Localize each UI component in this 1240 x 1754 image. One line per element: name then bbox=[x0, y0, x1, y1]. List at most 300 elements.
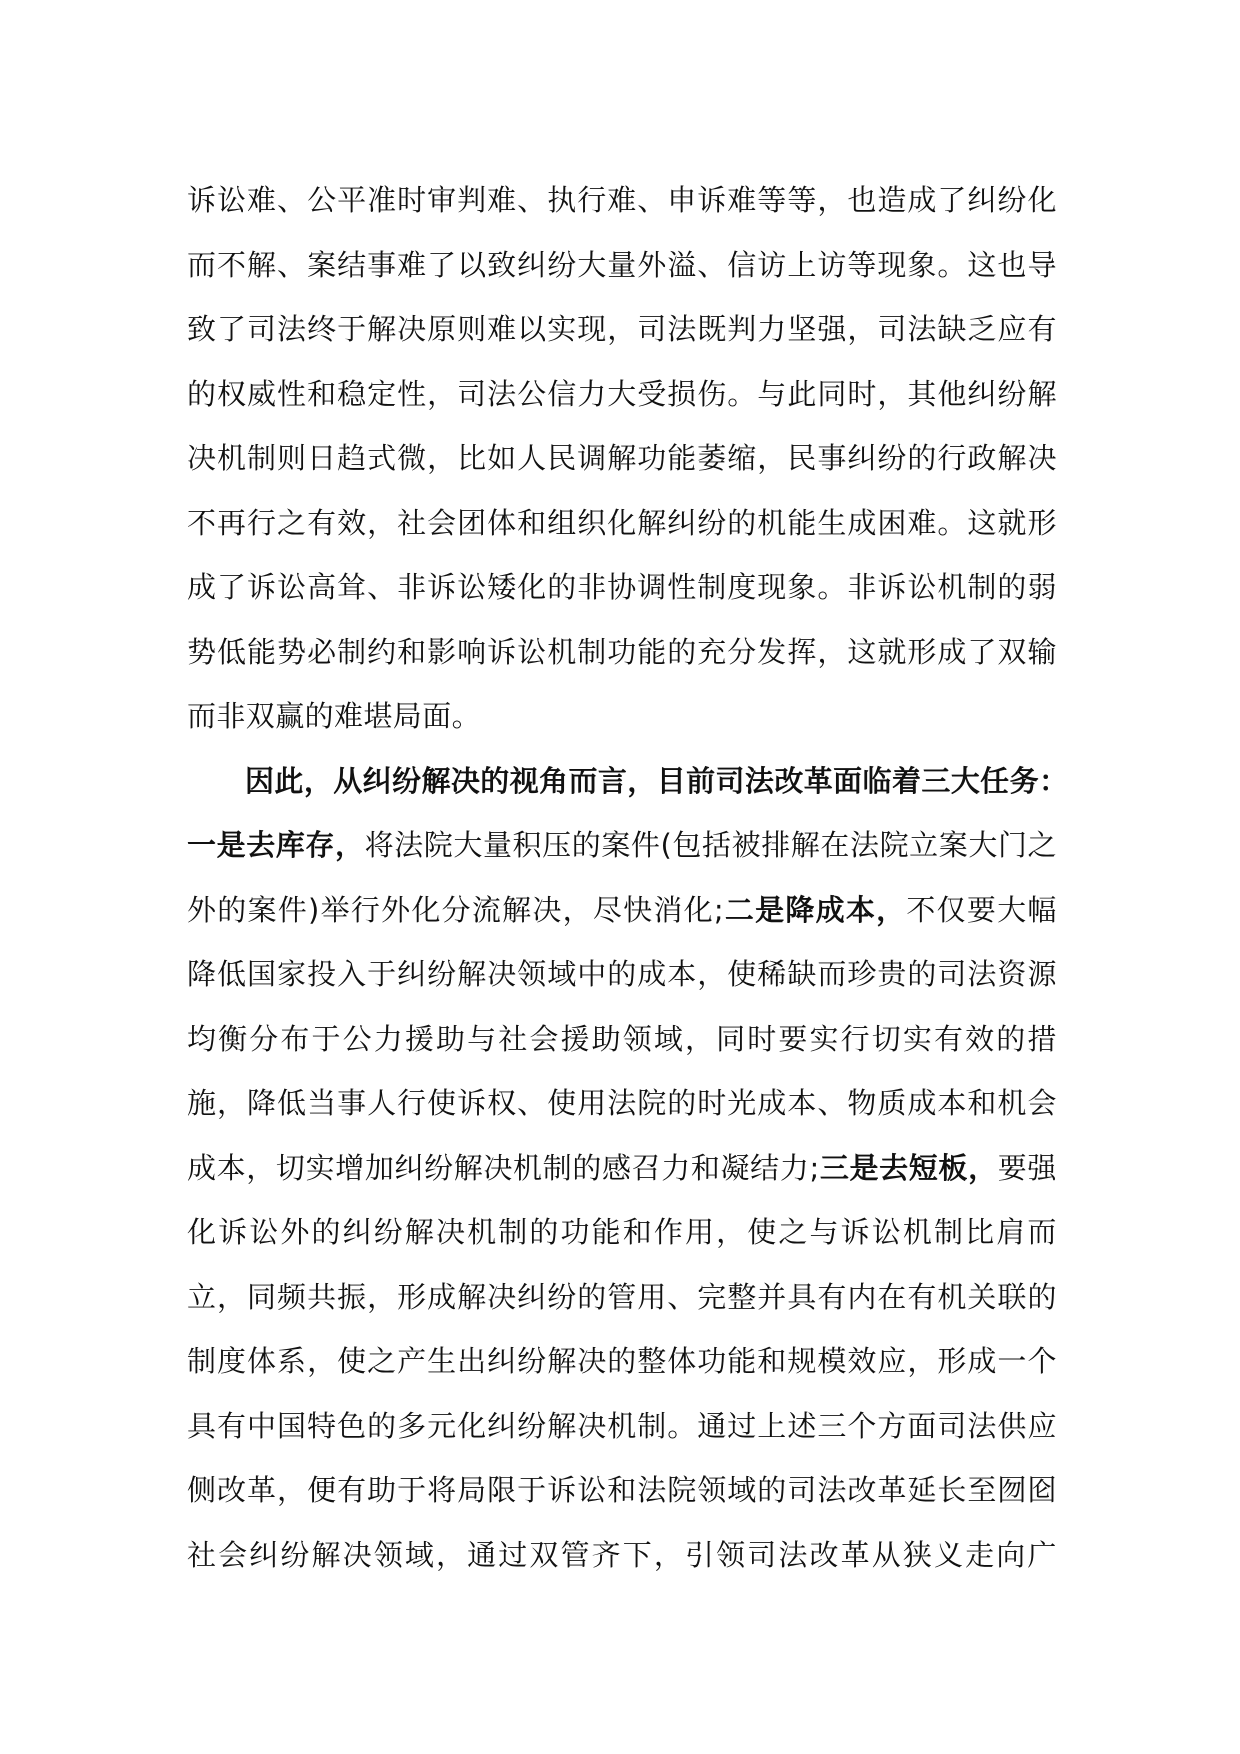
char: 纠 bbox=[517, 247, 547, 282]
char: 法 bbox=[817, 1473, 847, 1507]
char: 等 bbox=[847, 247, 877, 282]
char: 准 bbox=[367, 183, 397, 217]
char: 解 bbox=[404, 1215, 435, 1249]
char: 法 bbox=[637, 1473, 667, 1507]
char: 案 bbox=[247, 892, 277, 927]
char: 解 bbox=[607, 441, 637, 475]
char: 输 bbox=[1027, 634, 1057, 669]
char: 通 bbox=[697, 1408, 727, 1443]
char: 组 bbox=[547, 505, 577, 540]
char: 损 bbox=[667, 376, 697, 411]
char: 大 bbox=[577, 247, 607, 282]
char: 通 bbox=[467, 1537, 497, 1572]
char: 使 bbox=[427, 1086, 457, 1120]
char: 此 bbox=[787, 376, 817, 411]
char: 象 bbox=[787, 570, 817, 604]
bold-char: 决 bbox=[450, 763, 481, 798]
char: ) bbox=[308, 892, 320, 927]
char: 方 bbox=[877, 1408, 907, 1443]
char: 而 bbox=[817, 957, 847, 991]
char: 成 bbox=[187, 1150, 217, 1185]
char: 限 bbox=[487, 1473, 517, 1507]
char: 能 bbox=[787, 505, 817, 540]
char: 革 bbox=[247, 1473, 277, 1507]
char: 出 bbox=[457, 1344, 487, 1378]
char: 件 bbox=[277, 892, 308, 927]
char: 改 bbox=[847, 1473, 877, 1507]
char: 机 bbox=[937, 1279, 967, 1314]
char: 耸 bbox=[337, 570, 367, 604]
text-segment: 而非双赢的难堪局面。 bbox=[187, 699, 482, 733]
char: 挥 bbox=[787, 634, 817, 669]
char: 分 bbox=[727, 634, 757, 669]
char: 法 bbox=[667, 312, 697, 346]
char: 机 bbox=[997, 1086, 1027, 1120]
char: 形 bbox=[397, 1279, 427, 1314]
char: 、 bbox=[817, 1086, 847, 1120]
char: 解 bbox=[790, 828, 821, 862]
char: 实 bbox=[902, 1021, 933, 1056]
char: 体 bbox=[247, 1344, 277, 1378]
char: 解 bbox=[457, 1279, 487, 1314]
char: 解 bbox=[453, 1150, 484, 1185]
char: 解 bbox=[311, 1537, 341, 1572]
char: 诉 bbox=[427, 570, 457, 604]
char: ， bbox=[757, 441, 787, 475]
char: 援 bbox=[560, 1021, 590, 1056]
bold-char: ， bbox=[876, 892, 906, 927]
char: 关 bbox=[967, 1279, 997, 1314]
char: 。 bbox=[937, 505, 967, 540]
char: 、 bbox=[517, 183, 547, 217]
char: 狭 bbox=[902, 1537, 933, 1572]
char: 纠 bbox=[342, 1215, 373, 1249]
char: 家 bbox=[277, 957, 307, 991]
text-line bbox=[187, 942, 1057, 1007]
char: 难 bbox=[397, 247, 427, 282]
char: 使 bbox=[547, 1086, 577, 1120]
char: 囵 bbox=[1027, 1473, 1057, 1507]
char: 纷 bbox=[373, 1215, 404, 1249]
char: 制 bbox=[934, 1215, 964, 1249]
char: 机 bbox=[217, 441, 247, 475]
char: 施 bbox=[187, 1086, 217, 1120]
char: 特 bbox=[307, 1408, 337, 1443]
char: 化 bbox=[1027, 183, 1057, 217]
char: 纷 bbox=[427, 957, 457, 991]
bold-char: 二 bbox=[724, 892, 755, 927]
bold-char: 是 bbox=[216, 828, 246, 862]
char: 和 bbox=[517, 505, 547, 540]
char: 化 bbox=[457, 1408, 487, 1443]
char: 分 bbox=[249, 1021, 279, 1056]
char: 域 bbox=[653, 1021, 684, 1056]
char: 供 bbox=[997, 1408, 1027, 1443]
char: 本 bbox=[216, 1150, 247, 1185]
char: 增 bbox=[335, 1150, 365, 1185]
text-line bbox=[187, 1200, 1057, 1265]
char: 强 bbox=[1027, 1150, 1057, 1185]
char: 双 bbox=[997, 634, 1027, 669]
bold-char: 的 bbox=[480, 763, 510, 798]
char: 制 bbox=[337, 634, 367, 669]
char: 本 bbox=[667, 957, 697, 991]
char: 之 bbox=[277, 505, 307, 540]
text-line bbox=[187, 1523, 1057, 1588]
char: 的 bbox=[907, 957, 937, 991]
char: 括 bbox=[702, 828, 732, 862]
char: 信 bbox=[727, 247, 757, 282]
char: 纷 bbox=[517, 1408, 547, 1443]
char: 纷 bbox=[697, 505, 727, 540]
char: 民 bbox=[787, 441, 817, 475]
text-line bbox=[187, 233, 1057, 298]
char: 能 bbox=[667, 441, 697, 475]
char: 伤 bbox=[697, 376, 727, 411]
char: 措 bbox=[1027, 1021, 1057, 1056]
char: 召 bbox=[631, 1150, 662, 1185]
char: 制 bbox=[247, 441, 277, 475]
bold-char: 本 bbox=[845, 892, 876, 927]
char: 国 bbox=[247, 957, 277, 991]
char: ， bbox=[877, 376, 907, 411]
char: 诉 bbox=[457, 1086, 487, 1120]
char: 稳 bbox=[337, 376, 367, 411]
char: 延 bbox=[907, 1473, 937, 1507]
char: 了 bbox=[967, 634, 997, 669]
char: 现 bbox=[757, 570, 787, 604]
char: 凝 bbox=[720, 1150, 750, 1185]
char: 囫 bbox=[997, 1473, 1027, 1507]
char: 本 bbox=[937, 1086, 967, 1120]
text-line bbox=[187, 491, 1057, 556]
char: 件 bbox=[630, 828, 661, 862]
char: 决 bbox=[483, 1150, 513, 1185]
char: 制 bbox=[577, 634, 607, 669]
char: 使 bbox=[747, 1215, 777, 1249]
char: 行 bbox=[937, 441, 967, 475]
char: 布 bbox=[280, 1021, 310, 1056]
char: 有 bbox=[307, 505, 337, 540]
char: 量 bbox=[482, 828, 513, 862]
char: 威 bbox=[247, 376, 277, 411]
char: 纠 bbox=[249, 1537, 279, 1572]
char: 低 bbox=[217, 957, 247, 991]
char: 之 bbox=[778, 1215, 808, 1249]
char: 平 bbox=[337, 183, 367, 217]
char: 诉 bbox=[187, 183, 217, 217]
char: 不 bbox=[187, 505, 217, 540]
char: 、 bbox=[277, 247, 307, 282]
char: 必 bbox=[307, 634, 337, 669]
char: 源 bbox=[1027, 957, 1057, 991]
char: 大 bbox=[453, 828, 483, 862]
char: 信 bbox=[547, 376, 577, 411]
char: 院 bbox=[637, 1086, 667, 1120]
char: 高 bbox=[307, 570, 337, 604]
char: 管 bbox=[607, 1279, 637, 1314]
char: 事 bbox=[337, 1086, 367, 1120]
char: 大 bbox=[607, 376, 637, 411]
char: 门 bbox=[997, 828, 1028, 862]
char: 于 bbox=[311, 1021, 341, 1056]
char: 势 bbox=[277, 634, 307, 669]
char: 力 bbox=[661, 1150, 691, 1185]
char: ， bbox=[217, 1279, 247, 1314]
char: 和 bbox=[397, 634, 427, 669]
char: 之 bbox=[367, 1344, 397, 1378]
char: 低 bbox=[217, 634, 247, 669]
char: 充 bbox=[697, 634, 727, 669]
char: ， bbox=[562, 892, 592, 927]
char: 以 bbox=[517, 312, 547, 346]
char: 讼 bbox=[457, 570, 487, 604]
char: 诉 bbox=[697, 183, 727, 217]
char: 外 bbox=[637, 247, 667, 282]
char: 人 bbox=[367, 1086, 397, 1120]
char: 成 bbox=[757, 1086, 787, 1120]
char: 等 bbox=[787, 183, 817, 217]
char: 解 bbox=[547, 1408, 577, 1443]
char: 公 bbox=[307, 183, 337, 217]
char: 降 bbox=[187, 957, 217, 991]
char: 仅 bbox=[936, 892, 966, 927]
char: 在 bbox=[820, 828, 850, 862]
char: 解 bbox=[502, 892, 532, 927]
char: 就 bbox=[997, 505, 1027, 540]
bold-char: 库 bbox=[275, 828, 306, 862]
char: 决 bbox=[187, 441, 217, 475]
char: 被 bbox=[731, 828, 761, 862]
char: 管 bbox=[560, 1537, 590, 1572]
char: 溢 bbox=[667, 247, 697, 282]
char: 外 bbox=[187, 892, 217, 927]
char: 力 bbox=[757, 312, 787, 346]
char: 讼 bbox=[217, 183, 247, 217]
char: 、 bbox=[517, 1086, 547, 1120]
char: 改 bbox=[809, 1537, 839, 1572]
char: ， bbox=[685, 1021, 715, 1056]
char: 过 bbox=[727, 1408, 757, 1443]
char: 上 bbox=[757, 1408, 787, 1443]
char: 式 bbox=[367, 441, 397, 475]
char: 难 bbox=[247, 183, 277, 217]
text-line bbox=[187, 1329, 1057, 1394]
char: 双 bbox=[529, 1537, 559, 1572]
bold-char: 法 bbox=[744, 763, 775, 798]
char: 解 bbox=[367, 312, 397, 346]
char: ， bbox=[217, 1086, 247, 1120]
char: 产 bbox=[397, 1344, 427, 1378]
bold-char: 务 bbox=[1009, 763, 1039, 798]
text-line bbox=[187, 813, 1057, 878]
char: 应 bbox=[877, 1344, 907, 1378]
char: 本 bbox=[787, 1086, 817, 1120]
bold-char: ， bbox=[627, 763, 657, 798]
char: 法 bbox=[907, 312, 937, 346]
text-line bbox=[187, 1007, 1057, 1072]
char: 大 bbox=[997, 892, 1027, 927]
char: 弱 bbox=[1027, 570, 1057, 604]
char: 过 bbox=[498, 1537, 528, 1572]
bold-char: 改 bbox=[774, 763, 804, 798]
char: ， bbox=[436, 1537, 466, 1572]
char: 这 bbox=[967, 247, 997, 282]
char: 申 bbox=[667, 183, 697, 217]
char: 也 bbox=[997, 247, 1027, 282]
char: 会 bbox=[1027, 1086, 1057, 1120]
char: 上 bbox=[787, 247, 817, 282]
char: 法 bbox=[778, 1537, 808, 1572]
char: 司 bbox=[937, 957, 967, 991]
char: 并 bbox=[757, 1279, 787, 1314]
char: 制 bbox=[697, 570, 727, 604]
char: 。 bbox=[667, 1408, 697, 1443]
char: 。 bbox=[727, 376, 757, 411]
char: 机 bbox=[937, 570, 967, 604]
char: 缩 bbox=[727, 441, 757, 475]
char: 诉 bbox=[487, 634, 517, 669]
char: 的 bbox=[572, 1150, 602, 1185]
char: 应 bbox=[1027, 1408, 1057, 1443]
char: 、 bbox=[697, 247, 727, 282]
char: 功 bbox=[637, 441, 667, 475]
char: 规 bbox=[787, 1344, 817, 1378]
char: 坚 bbox=[787, 312, 817, 346]
char: 他 bbox=[937, 376, 967, 411]
char: 法 bbox=[607, 1086, 637, 1120]
char: 成 bbox=[847, 505, 877, 540]
char: 纠 bbox=[967, 376, 997, 411]
char: ， bbox=[246, 1150, 276, 1185]
char: 整 bbox=[637, 1344, 667, 1378]
char: 立 bbox=[187, 1279, 217, 1314]
bold-char: 革 bbox=[803, 763, 834, 798]
char: 难 bbox=[487, 183, 517, 217]
char: 领 bbox=[517, 957, 547, 991]
char: 、 bbox=[637, 183, 667, 217]
char: 面 bbox=[907, 1408, 937, 1443]
char: 体 bbox=[487, 505, 517, 540]
bold-char: 板 bbox=[938, 1150, 968, 1185]
char: 积 bbox=[512, 828, 542, 862]
bold-char: 言 bbox=[597, 763, 628, 798]
char: 能 bbox=[637, 634, 667, 669]
bold-char: 从 bbox=[333, 763, 363, 798]
char: 化 bbox=[187, 1215, 217, 1249]
char: 制 bbox=[187, 1344, 217, 1378]
char: 的 bbox=[529, 1215, 559, 1249]
char: 日 bbox=[307, 441, 337, 475]
char: 和 bbox=[757, 1344, 787, 1378]
char: 其 bbox=[907, 376, 937, 411]
char: 的 bbox=[571, 828, 602, 862]
char: 引 bbox=[685, 1537, 715, 1572]
char: 齐 bbox=[591, 1537, 622, 1572]
char: ， bbox=[697, 957, 727, 991]
char: 权 bbox=[217, 376, 247, 411]
char: 诉 bbox=[877, 570, 907, 604]
char: 效 bbox=[847, 1344, 877, 1378]
char: 的 bbox=[607, 957, 637, 991]
char: 化 bbox=[517, 570, 547, 604]
char: 这 bbox=[847, 634, 877, 669]
char: 时 bbox=[747, 1021, 777, 1056]
char: 讼 bbox=[517, 634, 547, 669]
char: 、 bbox=[667, 1279, 697, 1314]
char: 外 bbox=[381, 892, 411, 927]
char: 消 bbox=[653, 892, 683, 927]
char: 导 bbox=[1027, 247, 1057, 282]
char: 决 bbox=[436, 1215, 466, 1249]
char: 案 bbox=[307, 247, 337, 282]
char: 领 bbox=[716, 1537, 746, 1572]
char: 织 bbox=[577, 505, 607, 540]
char: 将 bbox=[427, 1473, 457, 1507]
char: ， bbox=[847, 312, 877, 346]
char: 衡 bbox=[218, 1021, 248, 1056]
char: 用 bbox=[637, 1279, 667, 1314]
char: 缺 bbox=[787, 957, 817, 991]
char: 纷 bbox=[997, 183, 1027, 217]
char: 法 bbox=[967, 957, 997, 991]
text-line bbox=[187, 749, 1069, 814]
char: 资 bbox=[997, 957, 1027, 991]
char: 制 bbox=[542, 1150, 573, 1185]
char: 实 bbox=[547, 312, 577, 346]
char: 讼 bbox=[249, 1215, 279, 1249]
char: 会 bbox=[218, 1537, 248, 1572]
char: 公 bbox=[342, 1021, 373, 1056]
char: 的 bbox=[727, 505, 757, 540]
char: 发 bbox=[757, 634, 787, 669]
char: 乏 bbox=[967, 312, 997, 346]
char: 用 bbox=[685, 1215, 715, 1249]
bold-char: 三 bbox=[819, 1150, 850, 1185]
char: 排 bbox=[761, 828, 791, 862]
char: 以 bbox=[457, 247, 487, 282]
char: 法 bbox=[487, 376, 517, 411]
bold-char: ， bbox=[303, 763, 334, 798]
char: 纠 bbox=[967, 183, 997, 217]
text-line bbox=[187, 297, 1057, 362]
char: 制 bbox=[637, 1408, 667, 1443]
char: 切 bbox=[871, 1021, 902, 1056]
char: 行 bbox=[350, 892, 381, 927]
char: 司 bbox=[747, 1537, 777, 1572]
char: ， bbox=[427, 376, 457, 411]
char: 约 bbox=[367, 634, 397, 669]
char: ( bbox=[660, 828, 673, 862]
char: 均 bbox=[187, 1021, 217, 1056]
char: 能 bbox=[727, 1344, 757, 1378]
char: 功 bbox=[560, 1215, 590, 1249]
char: 了 bbox=[217, 312, 247, 346]
char: 行 bbox=[397, 1086, 427, 1120]
char: 诉 bbox=[840, 1215, 871, 1249]
bold-char: 是 bbox=[849, 1150, 879, 1185]
char: 时 bbox=[847, 376, 877, 411]
char: 决 bbox=[532, 892, 562, 927]
char: 立 bbox=[909, 828, 939, 862]
char: 的 bbox=[311, 1215, 341, 1249]
char: 会 bbox=[529, 1021, 559, 1056]
char: 侧 bbox=[187, 1473, 217, 1507]
char: 审 bbox=[427, 183, 457, 217]
char: 长 bbox=[937, 1473, 967, 1507]
char: 将 bbox=[364, 828, 394, 862]
char: 度 bbox=[217, 1344, 247, 1378]
